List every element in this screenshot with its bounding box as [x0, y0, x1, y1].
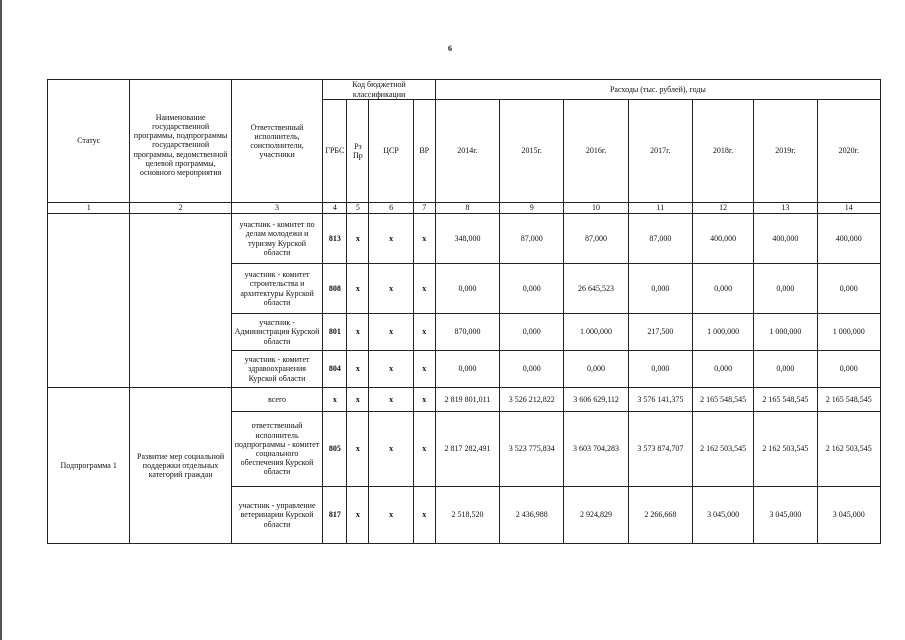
csr-cell: х — [369, 314, 413, 351]
csr-cell: х — [369, 388, 413, 412]
value-cell: 0,000 — [628, 351, 692, 388]
header-grbs: ГРБС — [323, 100, 347, 203]
value-cell: 1 000,000 — [754, 314, 817, 351]
responsible-cell: участник - комитет по делам молодежи и туризму Курской области — [231, 214, 322, 264]
column-number: 4 — [323, 203, 347, 214]
value-cell: 2 436,988 — [500, 487, 564, 544]
header-year: 2015г. — [500, 100, 564, 203]
value-cell: 3 573 874,707 — [628, 412, 692, 487]
page-number: 6 — [448, 44, 452, 53]
rzpr-cell: х — [347, 412, 369, 487]
value-cell: 0,000 — [500, 351, 564, 388]
value-cell: 870,000 — [435, 314, 499, 351]
value-cell: 2 162 503,545 — [692, 412, 753, 487]
header-rzpr-line2: Пр — [353, 151, 363, 160]
column-number: 2 — [130, 203, 231, 214]
value-cell: 3 576 141,375 — [628, 388, 692, 412]
value-cell: 0,000 — [435, 264, 499, 314]
value-cell: 400,000 — [692, 214, 753, 264]
value-cell: 3 045,000 — [817, 487, 880, 544]
header-year: 2017г. — [628, 100, 692, 203]
column-number: 12 — [692, 203, 753, 214]
header-year: 2019г. — [754, 100, 817, 203]
column-number: 10 — [564, 203, 628, 214]
column-number: 14 — [817, 203, 880, 214]
header-expenses: Расходы (тыс. рублей), годы — [435, 80, 880, 100]
column-number: 7 — [413, 203, 435, 214]
rzpr-cell: х — [347, 487, 369, 544]
csr-cell: х — [369, 214, 413, 264]
header-budget-code: Код бюджетной классификации — [323, 80, 436, 100]
value-cell: 0,000 — [628, 264, 692, 314]
value-cell: 2 518,520 — [435, 487, 499, 544]
vr-cell: х — [413, 214, 435, 264]
grbs-cell: 801 — [323, 314, 347, 351]
value-cell: 0,000 — [435, 351, 499, 388]
vr-cell: х — [413, 487, 435, 544]
header-rzpr — [347, 100, 369, 203]
column-number: 11 — [628, 203, 692, 214]
header-csr: ЦСР — [369, 100, 413, 203]
budget-table — [47, 79, 881, 544]
column-number: 13 — [754, 203, 817, 214]
rzpr-cell: х — [347, 314, 369, 351]
vr-cell: х — [413, 412, 435, 487]
value-cell: 1 000,000 — [564, 314, 628, 351]
grbs-cell: 813 — [323, 214, 347, 264]
csr-cell: х — [369, 487, 413, 544]
value-cell: 87,000 — [500, 214, 564, 264]
grbs-cell: 817 — [323, 487, 347, 544]
column-number: 9 — [500, 203, 564, 214]
value-cell: 2 819 801,011 — [435, 388, 499, 412]
value-cell: 217,500 — [628, 314, 692, 351]
header-year: 2020г. — [817, 100, 880, 203]
header-year: 2016г. — [564, 100, 628, 203]
value-cell: 0,000 — [692, 351, 753, 388]
value-cell: 0,000 — [564, 351, 628, 388]
vr-cell: х — [413, 314, 435, 351]
value-cell: 2 165 548,545 — [754, 388, 817, 412]
rzpr-cell: х — [347, 351, 369, 388]
header-status: Статус — [48, 80, 130, 203]
value-cell: 3 606 629,112 — [564, 388, 628, 412]
grbs-cell: х — [323, 388, 347, 412]
column-number: 3 — [231, 203, 322, 214]
grbs-cell: 805 — [323, 412, 347, 487]
header-program-name: Наименование государственной программы, подпрограммы государственной программы, ведомственной целевой программы, основного мероприятия — [130, 80, 231, 203]
csr-cell: х — [369, 264, 413, 314]
vr-cell: х — [413, 351, 435, 388]
value-cell: 26 645,523 — [564, 264, 628, 314]
value-cell: 3 603 704,283 — [564, 412, 628, 487]
program-name-cell — [130, 214, 231, 388]
status-cell — [48, 214, 130, 388]
value-cell: 2 165 548,545 — [817, 388, 880, 412]
value-cell: 2 266,668 — [628, 487, 692, 544]
grbs-cell: 808 — [323, 264, 347, 314]
header-responsible: Ответственный исполнитель, соисполнители, участники — [231, 80, 322, 203]
value-cell: 2 162 503,545 — [817, 412, 880, 487]
rzpr-cell: х — [347, 264, 369, 314]
csr-cell: х — [369, 351, 413, 388]
value-cell: 348,000 — [435, 214, 499, 264]
column-number: 6 — [369, 203, 413, 214]
rzpr-cell: х — [347, 388, 369, 412]
responsible-cell: участник - комитет строительства и архитектуры Курской области — [231, 264, 322, 314]
status-cell: Подпрограмма 1 — [48, 388, 130, 544]
value-cell: 0,000 — [500, 264, 564, 314]
csr-cell: х — [369, 412, 413, 487]
program-name-cell: Развитие мер социальной поддержки отдельных категорий граждан — [130, 388, 231, 544]
value-cell: 1 000,000 — [692, 314, 753, 351]
column-number: 8 — [435, 203, 499, 214]
value-cell: 400,000 — [754, 214, 817, 264]
value-cell: 3 045,000 — [754, 487, 817, 544]
table-row — [48, 388, 881, 412]
responsible-cell: участник - комитет здравоохранения Курской области — [231, 351, 322, 388]
responsible-cell: участник - управление ветеринарии Курской области — [231, 487, 322, 544]
scan-edge-line — [0, 0, 2, 640]
header-vr: ВР — [413, 100, 435, 203]
value-cell: 2 817 282,491 — [435, 412, 499, 487]
value-cell: 0,000 — [754, 264, 817, 314]
header-year: 2014г. — [435, 100, 499, 203]
value-cell: 0,000 — [692, 264, 753, 314]
table-row — [48, 214, 881, 264]
responsible-cell: участник - Администрация Курской области — [231, 314, 322, 351]
column-number: 5 — [347, 203, 369, 214]
value-cell: 0,000 — [817, 264, 880, 314]
value-cell: 1 000,000 — [817, 314, 880, 351]
value-cell: 87,000 — [564, 214, 628, 264]
value-cell: 3 523 775,834 — [500, 412, 564, 487]
responsible-cell: ответственный исполнитель подпрограммы - комитет социального обеспечения Курской области — [231, 412, 322, 487]
value-cell: 3 526 212,822 — [500, 388, 564, 412]
column-number-row — [48, 203, 881, 214]
value-cell: 2 924,829 — [564, 487, 628, 544]
value-cell: 3 045,000 — [692, 487, 753, 544]
vr-cell: х — [413, 264, 435, 314]
header-row — [48, 80, 881, 100]
value-cell: 400,000 — [817, 214, 880, 264]
value-cell: 0,000 — [500, 314, 564, 351]
column-number: 1 — [48, 203, 130, 214]
responsible-cell: всего — [231, 388, 322, 412]
value-cell: 2 162 503,545 — [754, 412, 817, 487]
header-year: 2018г. — [692, 100, 753, 203]
vr-cell: х — [413, 388, 435, 412]
value-cell: 0,000 — [754, 351, 817, 388]
value-cell: 2 165 548,545 — [692, 388, 753, 412]
rzpr-cell: х — [347, 214, 369, 264]
value-cell: 87,000 — [628, 214, 692, 264]
value-cell: 0,000 — [817, 351, 880, 388]
header-rzpr-line1: Рз — [354, 141, 362, 151]
grbs-cell: 804 — [323, 351, 347, 388]
